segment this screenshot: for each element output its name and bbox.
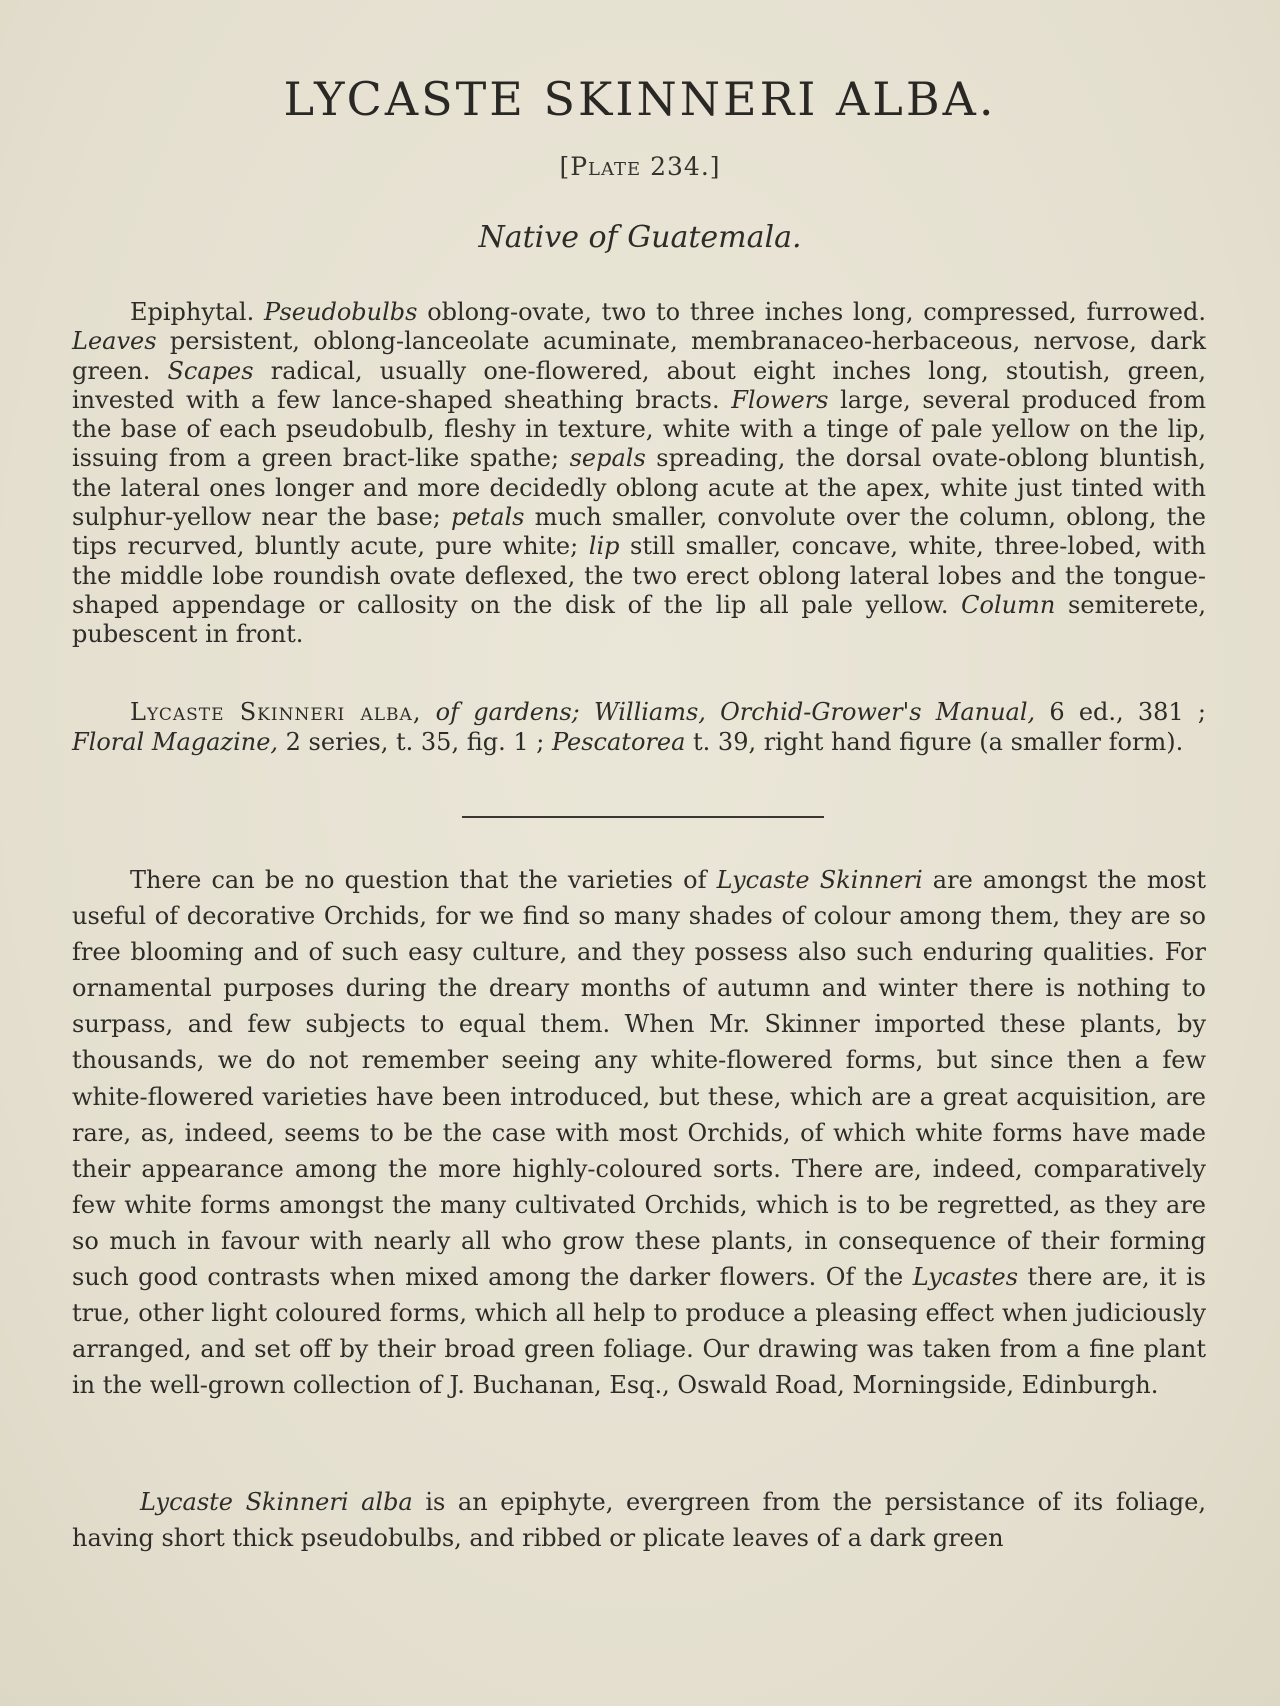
- body-italic: Lycaste Skinneri alba: [140, 1488, 413, 1516]
- desc-text: Epiphytal.: [130, 298, 255, 326]
- desc-term: Scapes: [167, 356, 254, 385]
- species-name: Lycaste Skinneri alba,: [130, 698, 422, 726]
- body-paragraph-2: [72, 1484, 1206, 1556]
- native-subtitle: Native of Guatemala.: [478, 220, 802, 255]
- reference-item: Williams, Orchid-Grower's Manual,: [593, 698, 1036, 726]
- section-divider: [462, 816, 824, 818]
- desc-term: Pseudobulbs: [263, 298, 418, 326]
- desc-text: semiterete, pubescent in front.: [72, 590, 1206, 649]
- reference-item: of gardens;: [435, 698, 580, 726]
- reference-item: 6 ed., 381 ;: [1035, 698, 1206, 726]
- desc-term: lip: [588, 532, 620, 561]
- references: [72, 698, 1206, 757]
- body-text: There can be no question that the varieties of: [130, 866, 707, 894]
- body-paragraph-1: [72, 862, 1206, 1403]
- desc-text: spreading, the dorsal ovate-oblong bluntish, the lateral ones longer and more decidedly oblong acute at the apex, white just tinted with sulphur-yellow near the base;: [72, 444, 1206, 532]
- desc-text: persistent, oblong-lanceolate acuminate, membranaceo-herbaceous, nervose, dark green.: [72, 327, 1206, 385]
- desc-term: Column: [961, 590, 1056, 619]
- reference-item: Floral Magazine,: [72, 727, 279, 756]
- desc-text: oblong-ovate, two to three inches long, compressed, furrowed.: [417, 298, 1206, 326]
- desc-text: much smaller, convolute over the column, oblong, the tips recurved, bluntly acute, pure white;: [72, 503, 1206, 561]
- desc-term: petals: [450, 503, 525, 532]
- reference-item: t. 39, right hand figure (a smaller form).: [685, 727, 1184, 756]
- botanical-description: [72, 298, 1206, 650]
- body-text: are amongst the most useful of decorative Orchids, for we find so many shades of colour among them, they are so free blooming and of such easy culture, and they possess also such enduring qualities. For ornamental purposes during the dreary months of autumn and winter there is nothing to surpass, and few subjects to equal them. When Mr. Skinner imported these plants, by thousands, we do not remember seeing any white-flowered forms, but since then a few white-flowered varieties have been introduced, but these, which are a great acquisition, are rare, as, indeed, seems to be the case with most Orchids, of which white forms have made their appearance among the more highly-coloured sorts. There are, indeed, comparatively few white forms amongst the many cultivated Orchids, which is to be regretted, as they are so much in favour with nearly all who grow these plants, in consequence of their forming such good contrasts when mixed among the darker flowers. Of the: [72, 866, 1206, 1292]
- plate-number: [Plate 234.]: [559, 152, 721, 181]
- desc-text: radical, usually one-flowered, about eight inches long, stoutish, green, invested with a few lance-shaped sheathing bracts.: [72, 356, 1206, 414]
- reference-item: 2 series, t. 35, fig. 1 ;: [278, 727, 545, 756]
- desc-text: still smaller, concave, white, three-lobed, with the middle lobe roundish ovate deflexed, the two erect oblong lateral lobes and the tongue-shaped appendage or callosity on the disk of the lip all pale yellow.: [72, 532, 1206, 619]
- body-text: is an epiphyte, evergreen from the persistance of its foliage, having short thick pseudobulbs, and ribbed or plicate leaves of a dark green: [72, 1488, 1207, 1553]
- desc-term: sepals: [569, 444, 646, 473]
- body-italic: Lycastes: [912, 1263, 1019, 1292]
- desc-term: Flowers: [731, 385, 829, 414]
- reference-item: Pescatorea: [551, 727, 686, 756]
- body-text: there are, it is true, other light coloured forms, which all help to produce a pleasing effect when judiciously arranged, and set off by their broad green foliage. Our drawing was taken from a fine plant in the well-grown collection of J. Buchanan, Esq., Oswald Road, Morningside, Edinburgh.: [72, 1263, 1206, 1400]
- body-italic: Lycaste Skinneri: [716, 866, 923, 894]
- desc-text: large, several produced from the base of each pseudobulb, fleshy in texture, white with a tinge of pale yellow on the lip, issuing from a green bract-like spathe;: [72, 385, 1206, 473]
- desc-term: Leaves: [72, 327, 157, 356]
- page-title: LYCASTE SKINNERI ALBA.: [283, 72, 997, 126]
